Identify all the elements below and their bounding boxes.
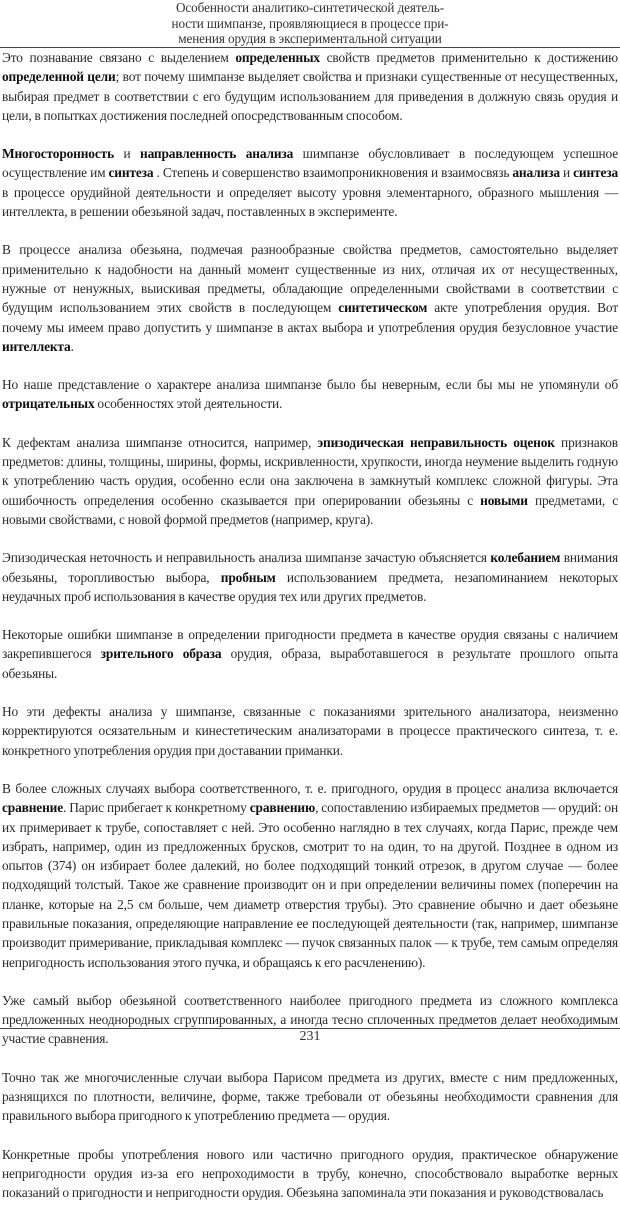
text-run: Конкретные пробы употребления нового или частично пригодного орудия, практическое обнаружение непригодности орудия из-за его непроходимости в трубу, конечно, способствовало выработке верных показаний о пригодности и непригодности орудия. Обезьяна запоминала эти показания и руководствовалась [2, 1146, 618, 1201]
paragraph [2, 144, 618, 221]
paragraph [2, 1145, 618, 1203]
text-run: Это познавание связано с выделением [2, 50, 236, 65]
emphasized-term: эпизодическая неправильность оценок [317, 434, 555, 450]
paragraph [2, 625, 618, 683]
text-run: . Степень и совершенство взаимопроникновения и взаимосвязь [153, 165, 513, 181]
text-run: ; вот почему шимпанзе выделяет свойства и признаки существенные от несущественных, выбирая предмет в соответствии с его будущим использованием для приведения в должную связь орудия и цели, в попытках достижения последней опосредствованным способом. [2, 69, 618, 123]
emphasized-term: пробным [220, 569, 276, 585]
page-number: 231 [299, 1029, 321, 1044]
text-run: Эпизодическая неточность и неправильность анализа шимпанзе зачастую объясняется [2, 550, 491, 566]
emphasized-term: отрицательных [2, 396, 95, 412]
emphasized-term: зрительного образа [100, 646, 222, 662]
text-run: шимпанзе обусловливает в последующем успешное осуществление им [2, 146, 619, 181]
emphasized-term: определенной цели [2, 69, 116, 85]
text-run: В более сложных случаях выбора соответственного, т. е. пригодного, орудия в процесс анализа включается [2, 780, 618, 796]
text-run: акте употребления орудия. Вот почему мы имеем право допустить у шимпанзе в актах выбора и употребления орудия безусловное участие [2, 300, 618, 335]
paragraph [2, 702, 618, 760]
emphasized-term: синтетическом [338, 300, 428, 316]
text-run: Но эти дефекты анализа у шимпанзе, связанные с показаниями зрительного анализатора, неизменно корректируются осязательным и кинестетическим анализаторами в процессе практического синтеза, т. е. конкретного употребления орудия при доставании приманки. [2, 704, 618, 758]
paragraph [2, 375, 618, 414]
text-run: в процессе орудийной деятельности и определяет высоту уровня элементарного, образного мышления — интеллекта, в решении обезьяной задач, поставленных в эксперименте. [2, 184, 618, 220]
paragraph [2, 433, 618, 529]
emphasized-term: колебанием [490, 550, 561, 566]
text-run: В процессе анализа обезьяна, подмечая разнообразные свойства предметов, самостоятельно выделяет применительно к надобности на данный момент существенные из них, отличая их от несущественных, нужные от ненужных, выискивая предметы, обладающие определенными свойствами в соответствии с будущим использованием этих свойств в последующем [2, 242, 618, 316]
emphasized-term: Многосторонность [2, 146, 115, 162]
emphasized-term: новыми [480, 492, 528, 508]
emphasized-term: синтеза [573, 165, 619, 181]
text-run: и [114, 146, 140, 162]
emphasized-term: синтеза [108, 165, 154, 181]
text-run: . Парис прибегает к конкретному [63, 800, 250, 816]
running-head [0, 0, 620, 47]
emphasized-term: сравнение [2, 800, 64, 816]
text-run: , сопоставлению избираемых предметов — орудий: он их примеривает к трубе, сопоставляет с ней. Это особенно наглядно в тех случаях, когда Парис, прежде чем избрать, например, один из предложенных брусков, смотрит то на один, то на другой. Позднее в одном из опытов (374) он избирает более далекий, но более подходящий тонкий отрезок, в другом случае — более подходящий толстый. Такое же сравнение производит он и при определении величины помех (поперечин на планке, которые на 2,5 см больше, чем диаметр отверстия трубы). Это сравнение обычно и дает обезьяне правильные показания, определяющие направление ее последующей деятельности (так, например, шимпанзе производит примеривание, прикладывая комплекс — пучок связанных палок — к трубе, тем самым определяя непригодность использования этого пучка, и обращаясь к его расчленению). [2, 800, 618, 970]
text-run: внимания обезьяны, торопливостью выбора, [2, 550, 619, 585]
text-run: признаков предметов: длины, толщины, ширины, формы, искривленности, хрупкости, иногда неумение выделить годную к употреблению часть орудия, особенно если она заключена в замкнутый комплекс сложной фигуры. Эта ошибочность определения особенно сказывается при оперировании обезьяны с [2, 434, 618, 508]
text-run: орудия, образа, выработавшегося в результате прошлого опыта обезьяны. [2, 646, 619, 681]
running-head-line: ности шимпанзе, проявляющиеся в процессе при- [171, 15, 449, 31]
text-run: К дефектам анализа шимпанзе относится, например, [2, 434, 318, 450]
text-run: свойств предметов применительно к достижению [319, 50, 618, 65]
text-run: и [559, 165, 574, 181]
paragraph [2, 1068, 618, 1126]
emphasized-term: сравнению [249, 800, 316, 816]
text-run: . [70, 338, 74, 354]
text-run: особенностях этой деятельности. [94, 396, 283, 412]
text-run: Уже самый выбор обезьяной соответственного наиболее пригодного предмета из сложного комплекса предложенных неоднородных сгруппированных, а иногда тесно сплоченных предметов делает необходимым участие сравнения. [2, 992, 618, 1047]
paragraph [2, 240, 618, 356]
running-head-line: менения орудия в экспериментальной ситуации [178, 31, 442, 47]
emphasized-term: определенных [235, 50, 320, 65]
text-run: Точно так же многочисленные случаи выбора Парисом предмета из других, вместе с ним предложенных, разнящихся по плотности, величине, форме, также требовали от обезьяны необходимости сравнения для правильного выбора пригодного к употреблению предмета — орудия. [2, 1069, 618, 1124]
paragraph [2, 779, 618, 972]
emphasized-term: направленность анализа [140, 146, 294, 162]
emphasized-term: анализа [512, 165, 560, 181]
running-head-line: Особенности аналитико-синтетической деятель- [175, 0, 445, 15]
text-run: Некоторые ошибки шимпанзе в определении пригодности предмета в качестве орудия связаны с наличием закрепившегося [2, 627, 618, 662]
text-run: предметами, с новыми свойствами, с новой формой предметов (например, круга). [2, 492, 619, 527]
paragraph [2, 48, 618, 125]
paragraph [2, 548, 618, 606]
text-run: Но наше представление о характере анализа шимпанзе было бы неверным, если бы мы не упомянули об [2, 377, 618, 393]
emphasized-term: интеллекта [2, 338, 71, 354]
text-run: использованием предмета, незапоминанием некоторых неудачных проб использования в качестве орудия тех или других предметов. [2, 569, 618, 604]
